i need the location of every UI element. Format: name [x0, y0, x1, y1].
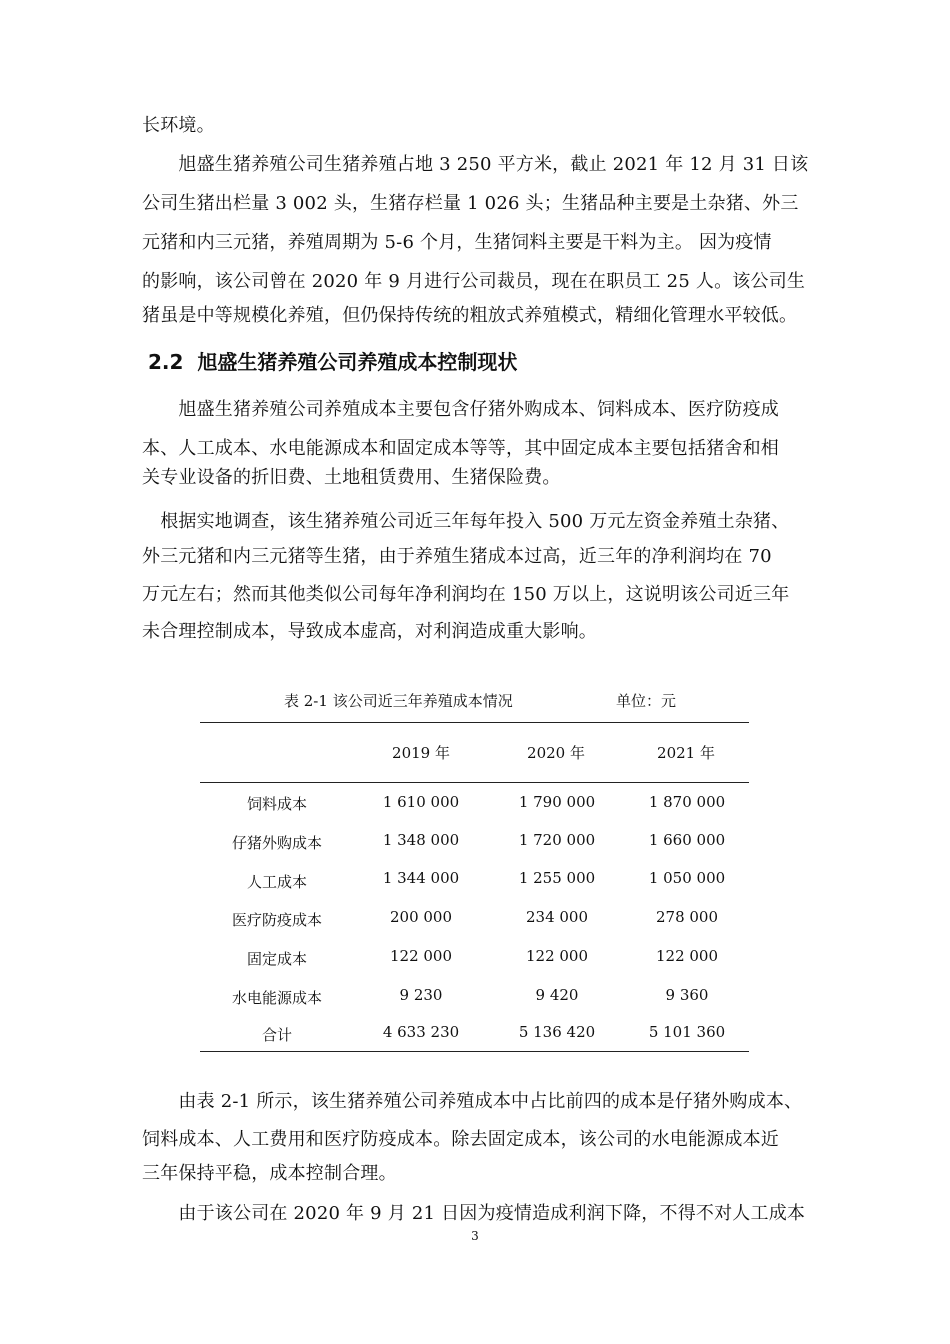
text-line: 元猪和内三元猪，养殖周期为 5-6 个月，生猪饲料主要是干料为主。 因为疫情: [142, 232, 772, 253]
table-cell: 1 348 000: [382, 831, 460, 849]
table-unit: 单位：元: [616, 692, 677, 710]
text-line: 长环境。: [142, 115, 215, 136]
column-header: 2021 年: [657, 744, 715, 762]
text-line: 万元左右；然而其他类似公司每年净利润均在 150 万以上，这说明该公司近三年: [142, 584, 790, 605]
table-cell: 1 790 000: [518, 793, 596, 811]
section-number: 2.2: [148, 350, 184, 374]
text-line: 的影响，该公司曾在 2020 年 9 月进行公司裁员，现在在职员工 25 人。该公司生: [142, 271, 806, 292]
text-line: 关专业设备的折旧费、土地租赁费用、生猪保险费。: [142, 467, 561, 488]
table-cell: 234 000: [525, 908, 589, 926]
row-label: 合计: [261, 1026, 293, 1044]
row-label: 水电能源成本: [231, 989, 323, 1007]
text-line: 由表 2-1 所示，该生猪养殖公司养殖成本中占比前四的成本是仔猪外购成本、: [142, 1091, 803, 1112]
text-line: 旭盛生猪养殖公司养殖成本主要包含仔猪外购成本、饲料成本、医疗防疫成: [142, 399, 779, 420]
table-caption: 表 2-1 该公司近三年养殖成本情况: [284, 692, 513, 710]
table-cell: 9 420: [535, 986, 579, 1004]
text-line: 由于该公司在 2020 年 9 月 21 日因为疫情造成利润下降，不得不对人工成本: [142, 1203, 806, 1224]
table-cell: 122 000: [389, 947, 453, 965]
page-number: 3: [471, 1229, 479, 1243]
text-line: 旭盛生猪养殖公司生猪养殖占地 3 250 平方米，截止 2021 年 12 月 31 日该: [142, 154, 809, 175]
row-label: 仔猪外购成本: [231, 834, 323, 852]
row-label: 固定成本: [246, 950, 308, 968]
table-cell: 1 870 000: [648, 793, 726, 811]
text-line: 根据实地调查，该生猪养殖公司近三年每年投入 500 万元左资金养殖土杂猪、: [142, 511, 790, 532]
row-label: 医疗防疫成本: [231, 911, 323, 929]
table-cell: 1 660 000: [648, 831, 726, 849]
row-label: 人工成本: [246, 873, 308, 891]
text-line: 外三元猪和内三元猪等生猪，由于养殖生猪成本过高，近三年的净利润均在 70: [142, 546, 772, 567]
table-cell: 4 633 230: [382, 1023, 460, 1041]
column-header: 2020 年: [527, 744, 585, 762]
table-cell: 1 255 000: [518, 869, 596, 887]
section-title: 旭盛生猪养殖公司养殖成本控制现状: [197, 350, 518, 374]
table-cell: 5 136 420: [518, 1023, 596, 1041]
column-header: 2019 年: [392, 744, 450, 762]
table-cell: 5 101 360: [648, 1023, 726, 1041]
table-bottom-rule: [200, 1051, 749, 1052]
text-line: 本、人工成本、水电能源成本和固定成本等等，其中固定成本主要包括猪舍和相: [142, 438, 779, 459]
text-line: 三年保持平稳，成本控制合理。: [142, 1163, 397, 1184]
table-cell: 122 000: [655, 947, 719, 965]
row-label: 饲料成本: [246, 795, 308, 813]
table-cell: 200 000: [389, 908, 453, 926]
text-line: 饲料成本、人工费用和医疗防疫成本。除去固定成本，该公司的水电能源成本近: [142, 1129, 779, 1150]
table-cell: 1 344 000: [382, 869, 460, 887]
table-cell: 1 610 000: [382, 793, 460, 811]
table-cell: 278 000: [655, 908, 719, 926]
text-line: 公司生猪出栏量 3 002 头，生猪存栏量 1 026 头；生猪品种主要是土杂猪、外三: [142, 193, 799, 214]
text-line: 未合理控制成本，导致成本虚高，对利润造成重大影响。: [142, 621, 597, 642]
table-top-rule: [200, 722, 749, 723]
table-cell: 9 230: [399, 986, 443, 1004]
table-cell: 9 360: [665, 986, 709, 1004]
text-line: 猪虽是中等规模化养殖，但仍保持传统的粗放式养殖模式，精细化管理水平较低。: [142, 305, 798, 326]
table-cell: 122 000: [525, 947, 589, 965]
table-header-rule: [200, 782, 749, 783]
section-heading: [148, 348, 517, 376]
table-cell: 1 720 000: [518, 831, 596, 849]
table-cell: 1 050 000: [648, 869, 726, 887]
